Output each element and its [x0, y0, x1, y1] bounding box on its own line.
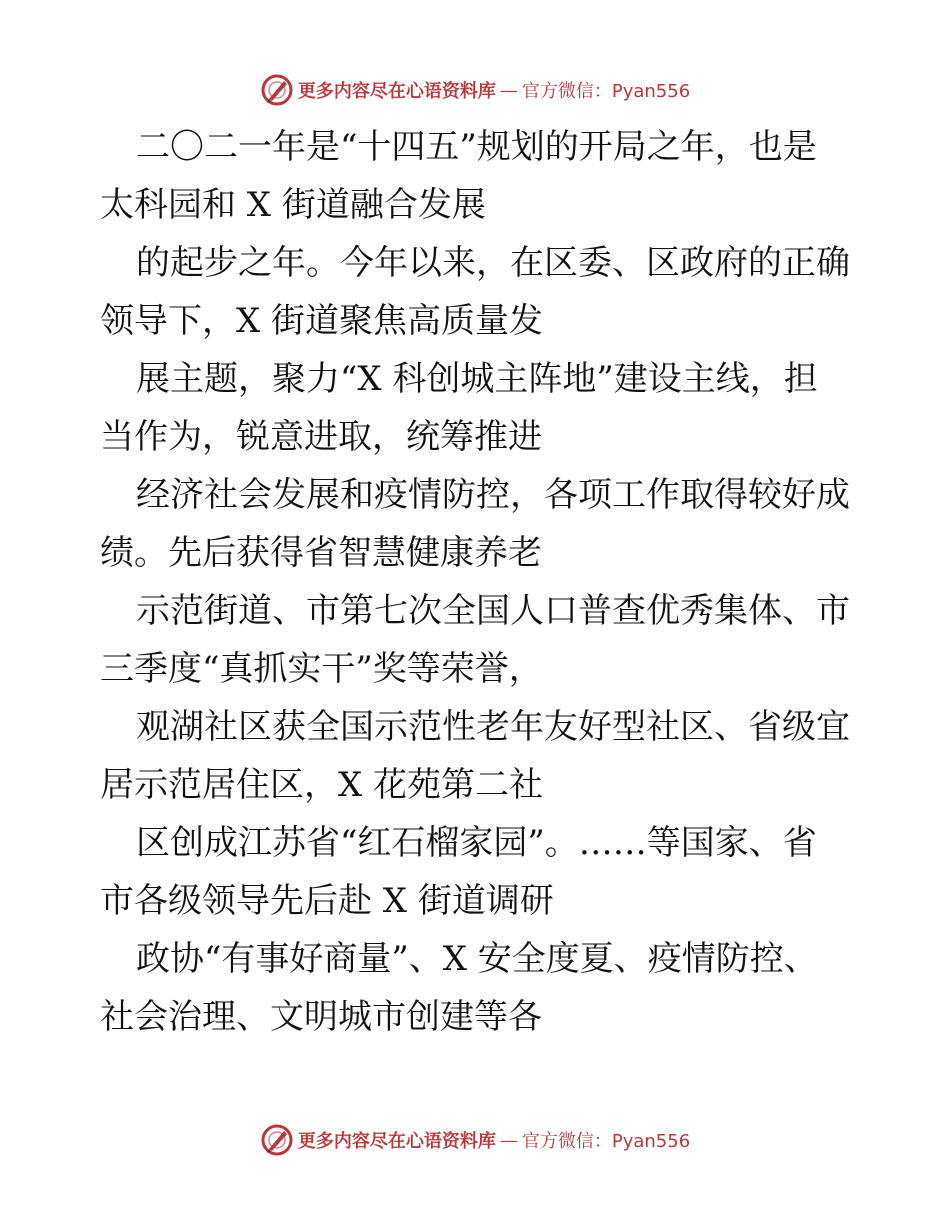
pen-nib-logo-icon: [260, 73, 294, 107]
brand-text: 更多内容尽在心语资料库: [297, 1131, 496, 1152]
brand-text: 更多内容尽在心语资料库: [297, 81, 496, 102]
brand-dash: —: [499, 79, 518, 101]
page-header-watermark: [0, 70, 950, 110]
body-line: 三季度“真抓实干”奖等荣誉，: [100, 649, 543, 689]
brand-banner: [260, 1123, 690, 1157]
body-line: 观湖社区获全国示范性老年友好型社区、省级宜: [136, 707, 850, 747]
brand-dash: —: [499, 1129, 518, 1151]
body-line: 经济社会发展和疫情防控，各项工作取得较好成: [136, 475, 850, 515]
body-line: 当作为，锐意进取，统筹推进: [100, 417, 542, 457]
body-line: 的起步之年。今年以来，在区委、区政府的正确: [136, 243, 850, 283]
page-footer-watermark: [0, 1120, 950, 1160]
body-line: 绩。先后获得省智慧健康养老: [100, 533, 542, 573]
body-line: 太科园和 X 街道融合发展: [100, 185, 486, 225]
wechat-text: 官方微信：Pyan556: [521, 1131, 691, 1152]
body-line: 政协“有事好商量”、X 安全度夏、疫情防控、: [136, 939, 818, 979]
body-line: 二〇二一年是“十四五”规划的开局之年，也是: [136, 127, 817, 167]
pen-nib-logo-icon: [260, 1123, 294, 1157]
body-line: 市各级领导先后赴 X 街道调研: [100, 881, 554, 921]
body-line: 示范街道、市第七次全国人口普查优秀集体、市: [136, 591, 850, 631]
body-line: 居示范居住区，X 花苑第二社: [100, 765, 544, 805]
body-line: 区创成江苏省“红石榴家园”。……等国家、省: [136, 823, 817, 863]
body-line: 领导下，X 街道聚焦高质量发: [100, 301, 544, 341]
body-line: 社会治理、文明城市创建等各: [100, 997, 542, 1037]
document-body: [100, 118, 860, 1046]
wechat-text: 官方微信：Pyan556: [521, 81, 691, 102]
body-line: 展主题，聚力“X 科创城主阵地”建设主线，担: [136, 359, 818, 399]
brand-banner: [260, 73, 690, 107]
